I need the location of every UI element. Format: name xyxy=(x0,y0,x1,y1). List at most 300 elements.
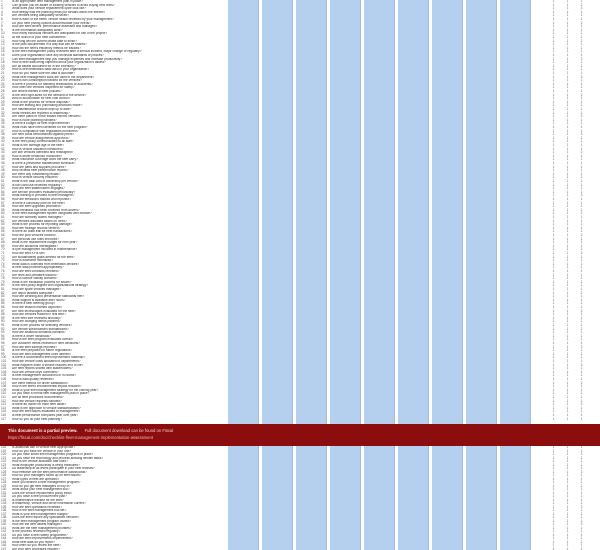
score-cell: 1 xyxy=(566,359,569,363)
score-cell: 1 xyxy=(552,487,555,491)
score-cell: 2 xyxy=(580,211,583,216)
row-number: 130 xyxy=(1,487,7,491)
score-cell: 1 xyxy=(580,476,583,481)
score-cell: 1 xyxy=(552,200,555,205)
score-cell: 1 xyxy=(566,103,569,108)
score-cell: 1 xyxy=(552,497,555,502)
question-text: Is fleet management outsourced or in-house? xyxy=(12,374,77,378)
score-cell: 2 xyxy=(580,114,583,119)
score-cell: 2 xyxy=(580,175,583,180)
question-text: What is the process for vehicle disposal? xyxy=(12,100,70,104)
score-cell: 1 xyxy=(566,38,569,43)
score-cell: 1 xyxy=(580,258,583,263)
score-cell: 1 xyxy=(580,197,583,201)
score-cell: 3 xyxy=(580,74,583,79)
score-cell: 1 xyxy=(552,0,555,3)
score-cell: 1 xyxy=(566,308,569,313)
question-text: How is data quality reviewed? xyxy=(12,378,55,381)
row-number: 105 xyxy=(1,373,7,378)
score-cell: 2 xyxy=(580,539,583,544)
score-cell: 1 xyxy=(566,150,569,155)
question-text: Who reviews fleet performance reports? xyxy=(12,169,69,173)
row-number: 101 xyxy=(1,359,7,363)
score-cell: 1 xyxy=(580,501,583,505)
question-text: What types of fleet are operated? xyxy=(12,477,60,481)
row-number: 98 xyxy=(1,348,5,353)
row-number: 27 xyxy=(1,92,5,97)
row-number: 139 xyxy=(1,518,7,523)
score-cell: 1 xyxy=(566,405,569,410)
score-cell: 1 xyxy=(566,128,569,133)
score-cell: 1 xyxy=(566,366,569,371)
question-text: How will the fleet's efficiency metrics be tracked? xyxy=(12,46,81,50)
score-cell: 1 xyxy=(566,323,569,327)
score-cell: 1 xyxy=(580,42,583,47)
question-text: Are fines and penalties tracked? xyxy=(12,273,58,277)
question-text: Are sustainability goals defined for the fleet? xyxy=(12,255,75,259)
question-text: Are there plans to move toward electric vehicles? xyxy=(12,115,82,119)
row-number: 62 xyxy=(1,218,5,223)
score-cell: 1 xyxy=(552,283,555,288)
score-cell: 1 xyxy=(552,132,555,137)
score-cell: 1 xyxy=(552,476,555,481)
row-number: 106 xyxy=(1,377,7,381)
score-cell: 1 xyxy=(566,218,569,223)
row-number: 71 xyxy=(1,251,5,255)
score-cell: 1 xyxy=(580,182,583,187)
question-text: Does the vehicle replacement policy exist? xyxy=(12,491,73,495)
row-number: 77 xyxy=(1,272,5,277)
score-cell: 1 xyxy=(552,319,555,324)
score-cell: 1 xyxy=(552,269,555,273)
score-cell: 1 xyxy=(580,348,583,353)
score-cell: 1 xyxy=(566,315,569,320)
score-cell: 1 xyxy=(552,117,555,122)
score-cell: 1 xyxy=(566,265,569,270)
score-cell: 1 xyxy=(552,529,555,533)
score-cell: 1 xyxy=(566,31,569,36)
row-number: 48 xyxy=(1,168,5,173)
score-cell: 2 xyxy=(580,38,583,43)
row-number: 6 xyxy=(1,17,3,21)
row-number: 1 xyxy=(1,0,3,3)
score-cell: 1 xyxy=(552,504,555,509)
question-text: What is your fleet management budget? xyxy=(12,512,69,516)
score-cell: 1 xyxy=(566,330,569,335)
score-cell: 1 xyxy=(552,508,555,512)
score-cell: 1 xyxy=(552,452,555,456)
score-cell: 1 xyxy=(552,294,555,299)
score-cell: 1 xyxy=(552,193,555,198)
row-number: 2 xyxy=(1,2,3,7)
row-number: 133 xyxy=(1,497,7,502)
score-cell: 1 xyxy=(566,42,569,47)
score-cell: 1 xyxy=(580,508,583,512)
question-text: Are depot facilities adequate? xyxy=(12,291,54,295)
score-cell: 1 xyxy=(580,446,583,449)
row-number: 19 xyxy=(1,63,5,68)
score-cell: 1 xyxy=(566,504,569,509)
score-cell: 1 xyxy=(552,344,555,349)
score-cell: 1 xyxy=(552,243,555,248)
score-cell: 1 xyxy=(552,233,555,237)
row-number: 131 xyxy=(1,490,7,495)
score-cell: 1 xyxy=(552,279,555,284)
question-text: How are the fleet assets managed? xyxy=(12,523,63,526)
score-cell: 2 xyxy=(580,483,583,488)
row-number: 119 xyxy=(1,448,7,453)
row-number: 78 xyxy=(1,276,5,281)
question-text: Is leasership, vehicle and driver information current? xyxy=(12,502,86,505)
question-text: How are fleet upgrades prioritized? xyxy=(12,205,62,209)
score-cell: 1 xyxy=(552,355,555,360)
score-cell: 1 xyxy=(566,539,569,544)
banner-title: This document is a partial preview. xyxy=(8,428,78,433)
score-cell: 1 xyxy=(552,448,555,453)
score-cell: 1 xyxy=(552,326,555,331)
score-cell: 3 xyxy=(580,522,583,526)
score-cell: 1 xyxy=(566,146,569,151)
question-text: What is the approach to vehicle standardization? xyxy=(12,406,81,410)
row-number: 33 xyxy=(1,114,5,119)
score-cell: 1 xyxy=(552,114,555,119)
question-text: How is each of the fleets' vehicle health reviewed by your management? xyxy=(12,18,114,21)
score-cell: 1 xyxy=(580,323,583,327)
score-cell: 1 xyxy=(566,511,569,516)
score-cell: 1 xyxy=(580,398,583,403)
score-cell: 1 xyxy=(566,333,569,338)
row-number: 65 xyxy=(1,229,5,234)
question-text: Is the information adequately clear? xyxy=(12,28,63,32)
score-cell: 1 xyxy=(552,229,555,234)
question-text: Are there metrics for driver satisfaction? xyxy=(12,381,69,385)
score-cell: 1 xyxy=(580,78,583,83)
score-cell: 1 xyxy=(580,189,583,194)
row-number: 109 xyxy=(1,387,7,392)
row-number: 122 xyxy=(1,459,7,463)
score-cell: 1 xyxy=(566,294,569,299)
question-text: Is maintenance tracked for the fleet? xyxy=(12,498,64,502)
row-number: 44 xyxy=(1,153,5,158)
question-text: Have you defined a fleet management program? xyxy=(12,481,81,484)
row-number: 72 xyxy=(1,254,5,259)
score-cell: 1 xyxy=(552,135,555,140)
score-cell: 2 xyxy=(580,402,583,407)
score-cell: 1 xyxy=(566,391,569,396)
row-number: 47 xyxy=(1,164,5,169)
score-cell: 1 xyxy=(552,20,555,25)
score-cell: 1 xyxy=(566,193,569,198)
score-cell: 1 xyxy=(552,490,555,495)
score-cell: 1 xyxy=(566,27,569,32)
row-number: 58 xyxy=(1,204,5,209)
score-cell: 1 xyxy=(552,211,555,216)
score-cell: 1 xyxy=(566,60,569,65)
score-cell: 1 xyxy=(552,330,555,335)
score-cell: 1 xyxy=(566,168,569,173)
score-cell: 1 xyxy=(580,480,583,484)
question-text: How effective are the fleet performance dashboards? xyxy=(12,470,87,474)
score-cell: 1 xyxy=(552,297,555,302)
score-cell: 1 xyxy=(552,38,555,43)
row-number: 94 xyxy=(1,333,5,338)
score-cell: 1 xyxy=(552,146,555,151)
score-cell: 1 xyxy=(580,462,583,467)
score-cell: 1 xyxy=(566,0,569,3)
question-text: Is there an owner for each fleet asset? xyxy=(12,403,67,407)
question-text: Are all assets accounted for in the inventory? xyxy=(12,64,76,68)
score-cell: 1 xyxy=(580,283,583,288)
score-cell: 1 xyxy=(566,85,569,90)
question-text: Is there a preventive maintenance schedule? xyxy=(12,162,76,165)
score-cell: 3 xyxy=(580,6,583,11)
score-cell: 1 xyxy=(580,146,583,151)
score-cell: 1 xyxy=(566,2,569,7)
question-text: How are fleet contracts renewed? xyxy=(12,270,60,273)
row-number: 74 xyxy=(1,261,5,266)
question-text: How are fleet drivers' performance assessed and managed? xyxy=(12,25,98,29)
question-text: How are accidents investigated? xyxy=(12,244,58,248)
score-cell: 1 xyxy=(566,487,569,491)
score-cell: 1 xyxy=(566,369,569,374)
score-cell: 1 xyxy=(552,409,555,414)
row-number: 126 xyxy=(1,473,7,477)
row-number: 13 xyxy=(1,42,5,47)
score-cell: 1 xyxy=(566,402,569,407)
score-cell: 1 xyxy=(552,110,555,115)
row-number: 69 xyxy=(1,243,5,248)
score-cell: 1 xyxy=(580,409,583,414)
row-number: 29 xyxy=(1,99,5,104)
score-cell: 1 xyxy=(566,24,569,29)
score-cell: 1 xyxy=(580,89,583,93)
score-cell: 1 xyxy=(580,366,583,371)
row-number: 86 xyxy=(1,305,5,309)
question-text: Are your fleet processes efficient? xyxy=(12,547,60,550)
row-number: 42 xyxy=(1,146,5,151)
row-number: 20 xyxy=(1,67,5,72)
score-cell: 1 xyxy=(552,96,555,101)
question-text: What is the process for reporting damage? xyxy=(12,223,73,227)
row-number: 90 xyxy=(1,319,5,324)
score-cell: 1 xyxy=(580,139,583,144)
row-number: 113 xyxy=(1,402,7,407)
banner-link[interactable]: https://fiscal.com/doc/checklist-fleet-management-implementation-assessment xyxy=(8,435,153,440)
score-cell: 1 xyxy=(580,377,583,381)
score-cell: 1 xyxy=(552,71,555,75)
score-cell: 1 xyxy=(566,56,569,61)
score-cell: 1 xyxy=(552,459,555,463)
row-number: 49 xyxy=(1,171,5,176)
score-cell: 2 xyxy=(580,269,583,273)
question-text: How do your managers follow up on fleet issues? xyxy=(12,474,82,477)
score-cell: 1 xyxy=(580,529,583,533)
score-cell: 1 xyxy=(566,279,569,284)
row-number: 38 xyxy=(1,132,5,137)
score-cell: 1 xyxy=(552,462,555,467)
score-cell: 1 xyxy=(552,416,555,421)
score-cell: 1 xyxy=(566,409,569,414)
score-cell: 1 xyxy=(580,487,583,491)
row-number: 24 xyxy=(1,81,5,86)
question-text: Do you have smart fleet management programs in place? xyxy=(12,453,94,456)
score-cell: 1 xyxy=(552,186,555,191)
score-cell: 1 xyxy=(566,189,569,194)
row-number: 137 xyxy=(1,511,7,516)
question-text: How is the vehicle allocation rate used? xyxy=(12,460,68,463)
question-text: What data is collected from telematics devices? xyxy=(12,262,80,266)
score-cell: 1 xyxy=(566,515,569,519)
row-number: 103 xyxy=(1,366,7,371)
question-text: Is there an audit trail for fleet transactions? xyxy=(12,230,73,234)
score-cell: 1 xyxy=(552,501,555,505)
score-cell: 1 xyxy=(580,218,583,223)
score-cell: 1 xyxy=(552,455,555,460)
score-cell: 1 xyxy=(552,27,555,32)
question-text: How are spare vehicles managed? xyxy=(12,288,62,291)
score-cell: 1 xyxy=(552,53,555,57)
row-number: 52 xyxy=(1,182,5,187)
score-cell: 1 xyxy=(566,99,569,104)
question-text: Is fleet data protected appropriately? xyxy=(12,266,64,270)
score-cell: 1 xyxy=(552,308,555,313)
score-cell: 1 xyxy=(552,143,555,147)
question-text: How are vehicle costs allocated to departments? xyxy=(12,360,81,363)
score-cell: 2 xyxy=(580,504,583,509)
score-cell: 1 xyxy=(580,287,583,291)
row-number: 35 xyxy=(1,121,5,126)
score-cell: 1 xyxy=(552,207,555,212)
score-cell: 1 xyxy=(580,294,583,299)
question-text: Is the fleet management system integrated with finance? xyxy=(12,212,92,216)
score-cell: 1 xyxy=(552,60,555,65)
score-cell: 1 xyxy=(566,452,569,456)
row-number: 16 xyxy=(1,53,5,57)
score-cell: 2 xyxy=(580,2,583,7)
score-cell: 1 xyxy=(580,373,583,378)
score-cell: 1 xyxy=(552,384,555,389)
score-cell: 1 xyxy=(580,128,583,133)
score-cell: 1 xyxy=(552,121,555,126)
score-cell: 2 xyxy=(580,150,583,155)
score-cell: 1 xyxy=(566,546,569,550)
row-number: 93 xyxy=(1,330,5,335)
row-number: 50 xyxy=(1,175,5,180)
score-cell: 1 xyxy=(566,6,569,11)
score-cell: 1 xyxy=(566,117,569,122)
score-cell: 1 xyxy=(566,92,569,97)
score-cell: 1 xyxy=(566,233,569,237)
row-number: 23 xyxy=(1,78,5,83)
score-cell: 1 xyxy=(580,186,583,191)
score-cell: 1 xyxy=(552,171,555,176)
question-text: Do you have the technology and process allowing flexible tasks? xyxy=(12,456,104,460)
score-cell: 1 xyxy=(566,107,569,111)
score-cell: 1 xyxy=(566,377,569,381)
score-cell: 1 xyxy=(580,355,583,360)
question-text: How is fleet data being captured about your organization's assets? xyxy=(12,61,106,65)
score-cell: 1 xyxy=(552,323,555,327)
score-cell: 1 xyxy=(580,240,583,245)
score-cell: 1 xyxy=(580,333,583,338)
score-cell: 1 xyxy=(566,175,569,180)
question-text: Are vehicle specifications standardized? xyxy=(12,327,69,331)
score-cell: 1 xyxy=(566,179,569,183)
question-text: What are the fleet management priorities? xyxy=(12,526,72,530)
question-text: Is there a documented fleet improvement roadmap? xyxy=(12,356,86,360)
banner-title-line xyxy=(8,428,173,434)
score-cell: 1 xyxy=(580,135,583,140)
score-cell: 1 xyxy=(566,240,569,245)
score-cell: 1 xyxy=(580,143,583,147)
question-text: What fleet data do you report? xyxy=(12,540,55,544)
row-number: 55 xyxy=(1,193,5,198)
score-cell: 1 xyxy=(552,366,555,371)
score-cell: 1 xyxy=(566,341,569,345)
question-text: How are vehicle keys controlled? xyxy=(12,370,59,374)
score-cell: 1 xyxy=(580,207,583,212)
score-cell: 1 xyxy=(552,312,555,317)
row-number: 61 xyxy=(1,215,5,219)
row-number: 138 xyxy=(1,515,7,519)
question-text: Can fleet management help you manage expenses and increase productivity? xyxy=(12,57,123,61)
row-number: 32 xyxy=(1,110,5,115)
score-cell: 1 xyxy=(566,89,569,93)
score-cell: 1 xyxy=(566,96,569,101)
score-cell: 1 xyxy=(580,473,583,477)
question-text: How are seasonal demands handled? xyxy=(12,331,66,335)
score-cell: 1 xyxy=(580,0,583,3)
score-cell: 1 xyxy=(552,377,555,381)
score-cell: 1 xyxy=(580,416,583,421)
score-cell: 1 xyxy=(552,240,555,245)
score-cell: 1 xyxy=(580,497,583,502)
score-cell: 1 xyxy=(580,387,583,392)
score-cell: 1 xyxy=(566,446,569,449)
question-text: At the launch of your fleet considered? xyxy=(12,36,67,39)
question-text: What metrics are reported to leadership? xyxy=(12,111,70,115)
row-number: 114 xyxy=(1,405,7,410)
score-cell: 1 xyxy=(552,164,555,169)
score-cell: 1 xyxy=(566,459,569,463)
row-number: 135 xyxy=(1,504,7,509)
score-cell: 1 xyxy=(580,13,583,18)
row-number: 132 xyxy=(1,494,7,498)
row-number: 143 xyxy=(1,532,7,537)
score-cell: 1 xyxy=(552,265,555,270)
row-number: 8 xyxy=(1,24,3,29)
score-cell: 1 xyxy=(552,395,555,399)
score-cell: 1 xyxy=(580,204,583,209)
score-cell: 1 xyxy=(566,215,569,219)
row-number: 64 xyxy=(1,225,5,230)
question-text: How are fleet operations reviewed? xyxy=(12,505,62,509)
score-cell: 1 xyxy=(566,466,569,470)
question-text: Do you have a formal fleet management plan in place? xyxy=(12,392,90,396)
score-cell: 1 xyxy=(580,536,583,540)
question-text: Are new technologies evaluated for the fleet? xyxy=(12,309,76,313)
score-cell: 1 xyxy=(566,13,569,18)
score-cell: 1 xyxy=(552,99,555,104)
score-cell: 1 xyxy=(580,24,583,29)
score-cell: 1 xyxy=(552,189,555,194)
question-text: Is the fleet management policy reviewed after a serious incident, major change or regularly? xyxy=(12,50,142,54)
score-cell: 1 xyxy=(580,525,583,530)
row-number: 7 xyxy=(1,20,3,25)
score-cell: 1 xyxy=(566,164,569,169)
score-cell: 3 xyxy=(580,308,583,313)
score-cell: 1 xyxy=(580,200,583,205)
